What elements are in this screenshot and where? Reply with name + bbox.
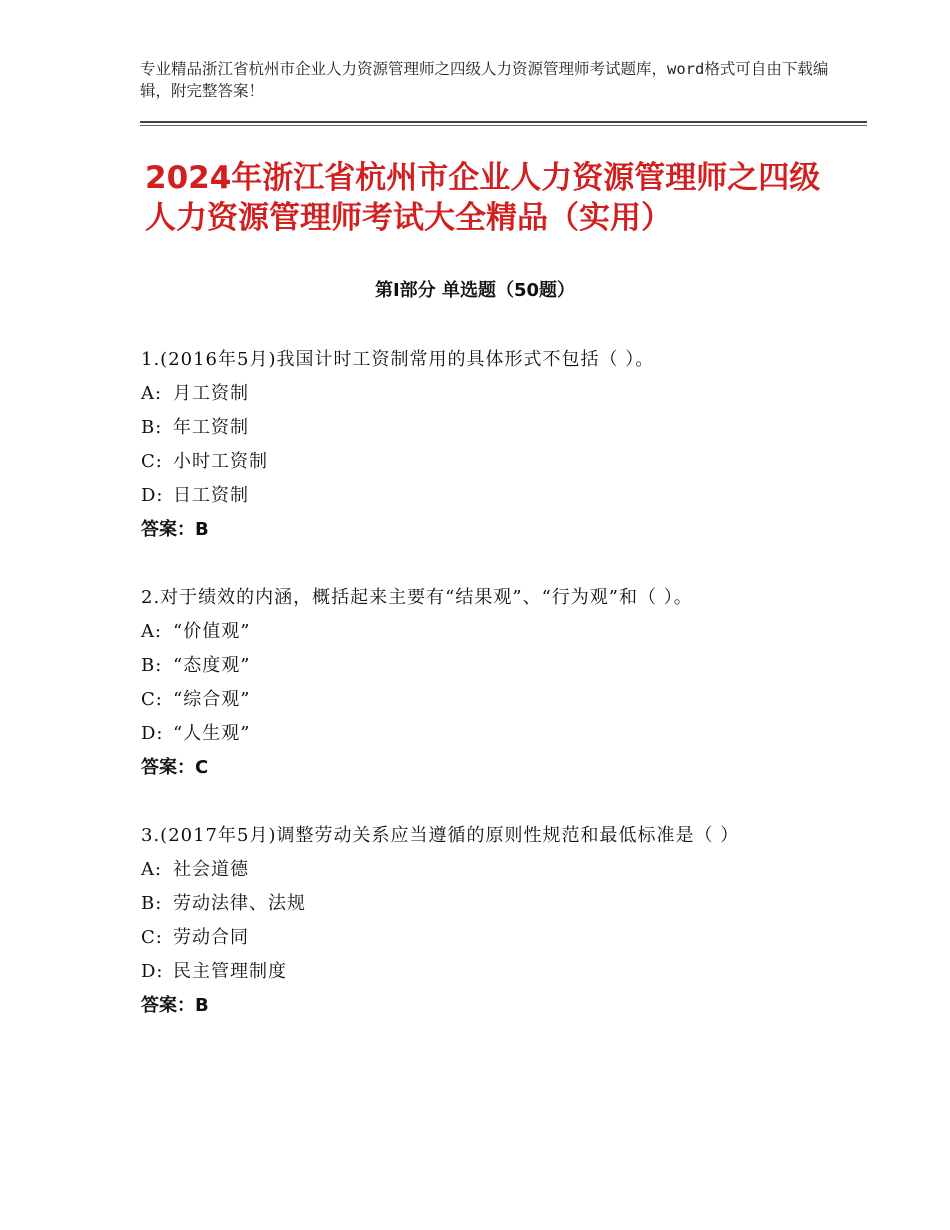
option-text: 劳动法律、法规 bbox=[173, 893, 306, 914]
option-a bbox=[141, 853, 831, 887]
option-text: 民主管理制度 bbox=[173, 961, 287, 982]
option-d bbox=[141, 479, 831, 513]
header-divider-thick bbox=[140, 121, 867, 123]
question-1 bbox=[141, 343, 831, 547]
option-letter: A: bbox=[141, 859, 163, 880]
option-a bbox=[141, 615, 831, 649]
option-text: “态度观” bbox=[173, 655, 251, 676]
option-b bbox=[141, 887, 831, 921]
option-text: 劳动合同 bbox=[173, 927, 249, 948]
option-letter: B: bbox=[141, 893, 163, 914]
option-c bbox=[141, 921, 831, 955]
option-d bbox=[141, 717, 831, 751]
option-letter: C: bbox=[141, 451, 163, 472]
option-text: 月工资制 bbox=[173, 383, 249, 404]
option-letter: C: bbox=[141, 927, 163, 948]
question-stem: 2.对于绩效的内涵，概括起来主要有“结果观”、“行为观”和（ ）。 bbox=[141, 587, 693, 608]
option-letter: B: bbox=[141, 655, 163, 676]
option-text: “价值观” bbox=[173, 621, 251, 642]
option-letter: D: bbox=[141, 961, 164, 982]
question-list bbox=[141, 343, 831, 1057]
option-letter: D: bbox=[141, 723, 164, 744]
question-stem: 3.(2017年5月)调整劳动关系应当遵循的原则性规范和最低标准是（ ） bbox=[141, 825, 740, 846]
option-text: 年工资制 bbox=[173, 417, 249, 438]
option-c bbox=[141, 445, 831, 479]
option-letter: B: bbox=[141, 417, 163, 438]
option-b bbox=[141, 411, 831, 445]
option-letter: A: bbox=[141, 383, 163, 404]
header-divider-thin bbox=[140, 125, 867, 126]
option-letter: C: bbox=[141, 689, 163, 710]
option-text: 日工资制 bbox=[173, 485, 249, 506]
header-note: 专业精品浙江省杭州市企业人力资源管理师之四级人力资源管理师考试题库，word格式可自由下载编辑，附完整答案！ bbox=[140, 60, 829, 100]
option-text: 社会道德 bbox=[173, 859, 249, 880]
option-text: 小时工资制 bbox=[173, 451, 268, 472]
answer-label: 答案：B bbox=[141, 519, 209, 540]
answer-label: 答案：C bbox=[141, 757, 209, 778]
option-text: “人生观” bbox=[173, 723, 251, 744]
option-b bbox=[141, 649, 831, 683]
option-a bbox=[141, 377, 831, 411]
section-title: 第Ⅰ部分 单选题（50题） bbox=[374, 280, 575, 301]
question-stem: 1.(2016年5月)我国计时工资制常用的具体形式不包括（ ）。 bbox=[141, 349, 655, 370]
answer-label: 答案：B bbox=[141, 995, 209, 1016]
option-letter: D: bbox=[141, 485, 164, 506]
option-c bbox=[141, 683, 831, 717]
option-letter: A: bbox=[141, 621, 163, 642]
document-title: 2024年浙江省杭州市企业人力资源管理师之四级人力资源管理师考试大全精品（实用） bbox=[145, 160, 821, 236]
question-3 bbox=[141, 819, 831, 1023]
question-2 bbox=[141, 581, 831, 785]
option-d bbox=[141, 955, 831, 989]
option-text: “综合观” bbox=[173, 689, 251, 710]
